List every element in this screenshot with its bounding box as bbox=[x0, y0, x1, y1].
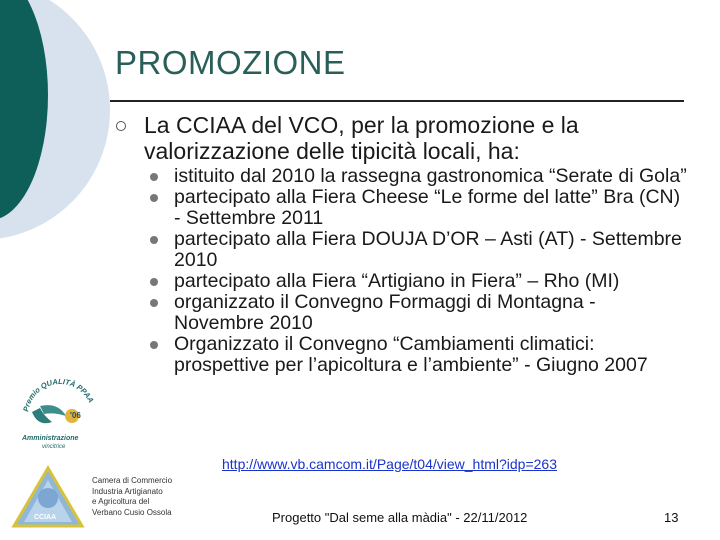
award-bottom-line1: Amministrazione bbox=[22, 435, 79, 442]
list-item bbox=[150, 166, 690, 187]
cciaa-badge-text: CCIAA bbox=[34, 514, 57, 521]
list-item bbox=[150, 271, 690, 292]
bullet-dot-icon bbox=[150, 278, 158, 286]
award-year: '06 bbox=[70, 411, 81, 420]
cciaa-name bbox=[92, 476, 192, 518]
list-item-text: Organizzato il Convegno “Cambiamenti climatici: prospettive per l’apicoltura e l’ambiente” - Giugno 2007 bbox=[174, 333, 648, 376]
list-item-text: organizzato il Convegno Formaggi di Montagna - Novembre 2010 bbox=[174, 291, 596, 334]
list-item bbox=[150, 187, 690, 229]
award-logo-icon bbox=[18, 372, 102, 450]
list-item bbox=[150, 292, 690, 334]
list-item-text: partecipato alla Fiera DOUJA D’OR – Asti (AT) - Settembre 2010 bbox=[174, 228, 682, 271]
award-arc-text: Premio QUALITÀ PPAA bbox=[21, 376, 96, 413]
bullet-list bbox=[150, 166, 690, 376]
award-bottom-line2: vincitrice bbox=[42, 444, 66, 450]
list-item bbox=[150, 334, 690, 376]
slide-footer: Progetto "Dal seme alla màdia" - 22/11/2012 bbox=[272, 510, 528, 525]
cciaa-line: Verbano Cusio Ossola bbox=[92, 507, 172, 517]
slide-title: PROMOZIONE bbox=[115, 44, 346, 81]
corner-decoration bbox=[0, 0, 110, 300]
cciaa-line: Industria Artigianato bbox=[92, 486, 163, 496]
cciaa-line: e Agricoltura del bbox=[92, 497, 150, 506]
bullet-dot-icon bbox=[150, 236, 158, 244]
page-number: 13 bbox=[664, 510, 679, 525]
title-divider bbox=[110, 100, 684, 102]
list-item-text: istituito dal 2010 la rassegna gastronomica “Serate di Gola” bbox=[174, 165, 687, 187]
cciaa-line: Camera di Commercio bbox=[92, 476, 173, 485]
list-item-text: partecipato alla Fiera “Artigiano in Fiera” – Rho (MI) bbox=[174, 270, 620, 292]
ring-bullet-icon bbox=[116, 121, 126, 131]
list-item-text: partecipato alla Fiera Cheese “Le forme del latte” Bra (CN) - Settembre 2011 bbox=[174, 186, 681, 229]
svg-text:Premio QUALITÀ PPAA bbox=[21, 377, 95, 412]
bullet-dot-icon bbox=[150, 341, 158, 349]
bullet-dot-icon bbox=[150, 299, 158, 307]
bullet-dot-icon bbox=[150, 194, 158, 202]
bullet-dot-icon bbox=[150, 173, 158, 181]
source-link[interactable]: http://www.vb.camcom.it/Page/t04/view_html?idp=263 bbox=[222, 456, 558, 472]
intro-text: La CCIAA del VCO, per la promozione e la valorizzazione delle tipicità locali, ha: bbox=[144, 112, 579, 164]
list-item bbox=[150, 229, 690, 271]
cciaa-logo-icon bbox=[8, 462, 88, 532]
